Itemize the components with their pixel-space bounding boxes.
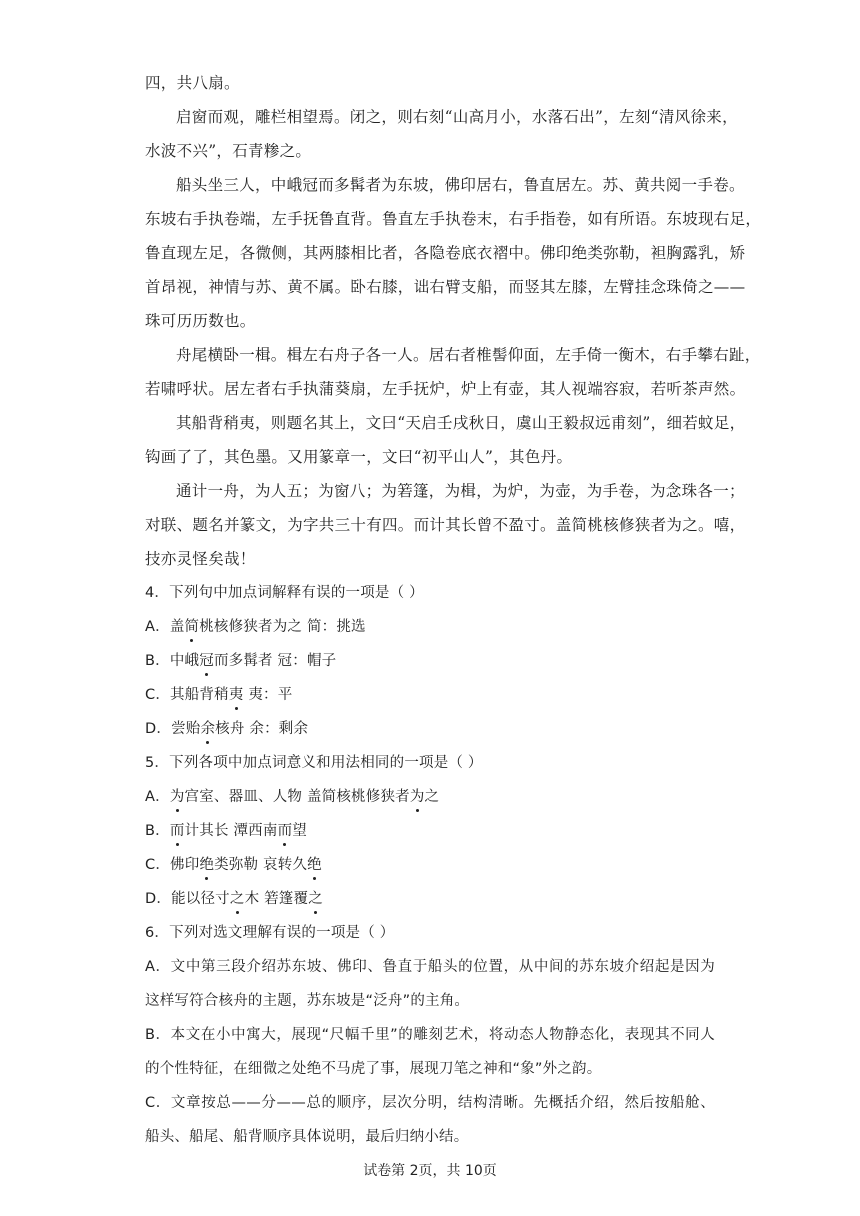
- question-5-option-c[interactable]: [145, 855, 715, 875]
- question-5-option-a[interactable]: [145, 787, 715, 807]
- passage-line: 东坡右手执卷端，左手抚鲁直背。鲁直左手执卷末，右手指卷，如有所语。东坡现右足，: [145, 210, 762, 228]
- question-6-option-b-cont: 的个性特征，在细微之处绝不马虎了事，展现刀笔之神和“象”外之韵。: [145, 1061, 602, 1077]
- option-text: 木 箬篷覆: [244, 891, 309, 907]
- passage-line: 对联、题名并篆文，为字共三十有四。而计其长曾不盈寸。盖简桃核修狭者为之。嘻，: [145, 516, 746, 534]
- question-6-option-c[interactable]: C．文章按总——分——总的顺序，层次分明，结构清晰。先概括介绍，然后按船舱、: [145, 1095, 715, 1111]
- option-text: B．中峨: [145, 653, 200, 669]
- question-6-option-b[interactable]: B．本文在小中寓大，展现“尺幅千里”的雕刻艺术，将动态人物静态化，表现其不同人: [145, 1027, 715, 1043]
- question-4-option-b[interactable]: [145, 651, 715, 671]
- option-text: 核舟 余：剩余: [215, 721, 309, 737]
- passage-line: 珠可历历数也。: [145, 312, 256, 330]
- dotted-word: 之: [229, 891, 245, 907]
- question-4-option-c[interactable]: [145, 685, 715, 705]
- question-5-option-b[interactable]: [145, 821, 715, 841]
- question-4-option-d[interactable]: [145, 719, 715, 739]
- option-text: 之: [424, 789, 440, 805]
- dotted-word: 冠: [199, 653, 214, 669]
- option-text: 夷：平: [243, 687, 293, 703]
- option-text: 类弥勒 哀转久: [214, 857, 308, 873]
- passage-line: 技亦灵怪矣哉！: [145, 550, 256, 568]
- option-text: C．其船背稍: [145, 687, 229, 703]
- option-text: 宫室、器皿、人物 盖简核桃修狭者: [184, 789, 410, 805]
- option-text: A．盖: [145, 619, 185, 635]
- question-5-option-d[interactable]: [145, 889, 715, 909]
- page-footer: 试卷第 2页，共 10页: [363, 1163, 497, 1179]
- passage-line: 启窗而观，雕栏相望焉。闭之，则右刻“山高月小，水落石出”，左刻“清风徐来，: [176, 108, 738, 126]
- passage-line: 鲁直现左足，各微侧，其两膝相比者，各隐卷底衣褶中。佛印绝类弥勒，袒胸露乳，矫: [145, 244, 746, 262]
- dotted-word: 之: [308, 891, 323, 907]
- dotted-word: 而: [169, 823, 185, 839]
- option-text: 望: [292, 823, 307, 839]
- dotted-word: 绝: [307, 857, 322, 873]
- dotted-word: 余: [200, 721, 216, 737]
- option-text: D．尝贻: [145, 721, 201, 737]
- option-text: B．: [145, 823, 170, 839]
- dotted-word: 夷: [228, 687, 244, 703]
- option-text: 计其长 潭西南: [184, 823, 278, 839]
- dotted-word: 为: [169, 789, 185, 805]
- passage-line: 船头坐三人，中峨冠而多髯者为东坡，佛印居右，鲁直居左。苏、黄共阅一手卷。: [176, 176, 745, 194]
- question-4-stem: 4．下列句中加点词解释有误的一项是（ ）: [145, 585, 424, 601]
- question-6-stem: 6．下列对选文理解有误的一项是（ ）: [145, 925, 395, 941]
- passage-line: 首昂视，神情与苏、黄不属。卧右膝，诎右臂支船，而竖其左膝，左臂挂念珠倚之——: [145, 278, 746, 296]
- passage-line: 钩画了了，其色墨。又用篆章一，文曰“初平山人”，其色丹。: [145, 448, 573, 466]
- passage-line: 其船背稍夷，则题名其上，文曰“天启壬戌秋日，虞山王毅叔远甫刻”，细若蚊足，: [176, 414, 746, 432]
- option-text: D．能以径寸: [145, 891, 230, 907]
- option-text: 桃核修狭者为之 简：挑选: [199, 619, 366, 635]
- dotted-word: 为: [409, 789, 425, 805]
- question-6-option-a-cont: 这样写符合核舟的主题，苏东坡是“泛舟”的主角。: [145, 993, 470, 1009]
- passage-line: 水波不兴”，石青糁之。: [145, 142, 312, 160]
- dotted-word: 而: [277, 823, 293, 839]
- question-6-option-a[interactable]: A．文中第三段介绍苏东坡、佛印、鲁直于船头的位置，从中间的苏东坡介绍起是因为: [145, 959, 715, 975]
- option-text: 而多髯者 冠：帽子: [213, 653, 337, 669]
- option-text: C．佛印: [145, 857, 200, 873]
- question-4-option-a[interactable]: [145, 617, 715, 637]
- passage-line: 通计一舟，为人五；为窗八；为箬篷，为楫，为炉，为壶，为手卷，为念珠各一；: [176, 482, 745, 500]
- question-6-option-c-cont: 船头、船尾、船背顺序具体说明，最后归纳小结。: [145, 1129, 469, 1145]
- dotted-word: 简: [184, 619, 200, 635]
- question-5-stem: 5．下列各项中加点词意义和用法相同的一项是（ ）: [145, 755, 483, 771]
- passage-line: 若啸呼状。居左者右手执蒲葵扇，左手抚炉，炉上有壶，其人视端容寂，若听茶声然。: [145, 380, 746, 398]
- option-text: A．: [145, 789, 170, 805]
- dotted-word: 绝: [199, 857, 215, 873]
- passage-line: 舟尾横卧一楫。楫左右舟子各一人。居右者椎髻仰面，左手倚一衡木，右手攀右趾，: [176, 346, 761, 364]
- passage-line: 四，共八扇。: [145, 74, 240, 92]
